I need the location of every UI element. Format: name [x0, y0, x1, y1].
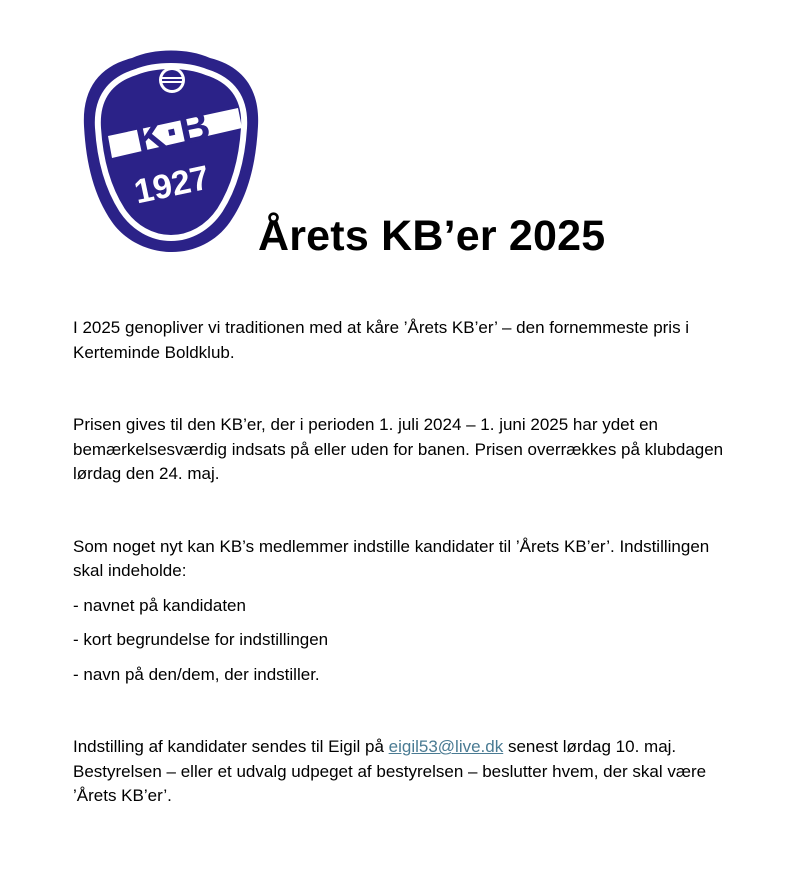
ball-icon: [159, 67, 185, 93]
nomination-paragraph: Som noget nyt kan KB’s medlemmer indstille kandidater til ’Årets KB’er’. Indstillingen skal indeholde:: [73, 536, 710, 580]
closing-paragraph: [73, 735, 733, 809]
document-body: [73, 316, 733, 809]
crest-year: 1927: [130, 158, 213, 212]
list-item: - navn på den/dem, der indstiller.: [73, 664, 320, 684]
page-title: Årets KB’er 2025: [258, 212, 606, 260]
email-link[interactable]: eigil53@live.dk: [388, 737, 504, 756]
kb-1927-club-crest: [82, 46, 260, 254]
closing-text-start: Indstilling af kandidater sendes til Eigil på: [73, 737, 389, 756]
crest-letters: K·B: [131, 100, 215, 163]
list-item: - navnet på kandidaten: [73, 595, 246, 615]
prize-paragraph: Prisen gives til den KB’er, der i perioden 1. juli 2024 – 1. juni 2025 har ydet en bemærkelsesværdig indsats på eller uden for banen. Prisen overrækkes på klubdagen lørdag den 24. maj.: [73, 415, 724, 483]
closing-text-end: senest lørdag 10. maj. Bestyrelsen – eller et udvalg udpeget af bestyrelsen – beslutter hvem, der skal være ’Årets KB’er’.: [73, 737, 707, 805]
intro-paragraph: I 2025 genopliver vi traditionen med at kåre ’Årets KB’er’ – den fornemmeste pris i Kerteminde Boldklub.: [73, 318, 690, 362]
list-item: - kort begrundelse for indstillingen: [73, 630, 329, 649]
